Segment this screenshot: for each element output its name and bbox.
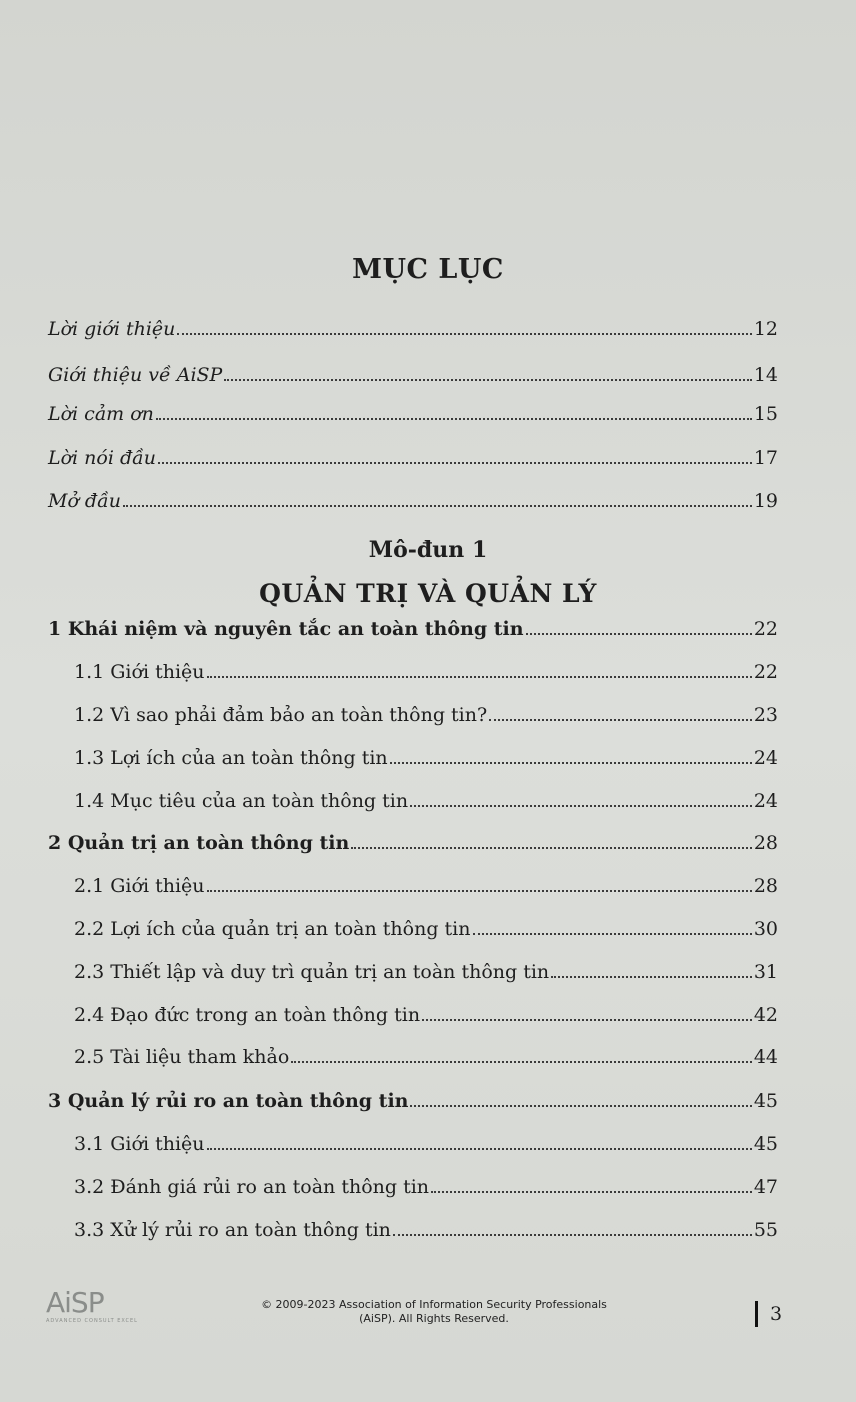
toc-entry-page: 23	[753, 704, 778, 726]
toc-entry-page: 14	[753, 364, 778, 386]
dot-leader	[410, 1105, 751, 1107]
toc-entry	[48, 403, 778, 433]
dot-leader	[291, 1061, 752, 1063]
toc-entry	[74, 704, 778, 734]
toc-entry	[74, 1004, 778, 1034]
dot-leader	[390, 762, 752, 764]
dot-leader	[393, 1234, 752, 1236]
dot-leader	[177, 333, 751, 335]
dot-leader	[207, 1148, 752, 1150]
toc-entry	[48, 832, 778, 862]
toc-entry	[48, 490, 778, 520]
toc-entry-page: 24	[753, 747, 778, 769]
copyright-notice	[214, 1298, 654, 1326]
dot-leader	[431, 1191, 752, 1193]
toc-entry-label: 1.3 Lợi ích của an toàn thông tin	[74, 747, 388, 769]
toc-entry-page: 12	[753, 318, 778, 340]
dot-leader	[158, 462, 752, 464]
dot-leader	[207, 676, 752, 678]
toc-entry-page: 19	[753, 490, 778, 512]
toc-entry-label: 3.3 Xử lý rủi ro an toàn thông tin	[74, 1219, 391, 1241]
toc-entry	[74, 790, 778, 820]
toc-entry-page: 28	[753, 832, 778, 854]
dot-leader	[489, 719, 752, 721]
toc-entry	[74, 1046, 778, 1076]
toc-entry	[48, 318, 778, 348]
dot-leader	[526, 633, 752, 635]
toc-entry-page: 47	[753, 1176, 778, 1198]
toc-entry-label: 3.1 Giới thiệu	[74, 1133, 205, 1155]
toc-entry-label: 2.5 Tài liệu tham khảo	[74, 1046, 290, 1068]
toc-entry	[48, 1090, 778, 1120]
page-number-bar	[755, 1301, 758, 1327]
toc-entry	[74, 1133, 778, 1163]
toc-entry-label: Lời cảm ơn	[48, 403, 154, 425]
toc-entry-label: 2.4 Đạo đức trong an toàn thông tin	[74, 1004, 421, 1026]
toc-entry-page: 45	[753, 1133, 778, 1155]
toc-entry-label: Mở đầu	[48, 490, 121, 512]
toc-entry	[74, 875, 778, 905]
toc-entry-page: 55	[753, 1219, 778, 1241]
dot-leader	[351, 847, 752, 849]
logo-subtext: ADVANCED CONSULT EXCEL	[46, 1318, 138, 1324]
toc-entry-page: 24	[753, 790, 778, 812]
dot-leader	[156, 418, 752, 420]
toc-entry	[48, 364, 778, 394]
toc-entry-page: 28	[753, 875, 778, 897]
toc-entry	[48, 618, 778, 648]
toc-entry-label: Lời nói đầu	[48, 447, 157, 469]
toc-entry-page: 15	[753, 403, 778, 425]
toc-entry-page: 31	[753, 961, 778, 983]
toc-entry-page: 22	[753, 661, 778, 683]
toc-entry-page: 22	[753, 618, 778, 640]
module-label: Mô-đun 1	[368, 537, 488, 563]
toc-entry-label: Lời giới thiệu	[48, 318, 176, 340]
toc-entry	[74, 918, 778, 948]
toc-entry-label: 1.4 Mục tiêu của an toàn thông tin	[74, 790, 409, 812]
dot-leader	[123, 505, 752, 507]
toc-entry-label: 3.2 Đánh giá rủi ro an toàn thông tin	[74, 1176, 430, 1198]
toc-entry-page: 45	[753, 1090, 778, 1112]
toc-entry-label: 2 Quản trị an toàn thông tin	[48, 832, 350, 854]
page-number-text: 3	[770, 1303, 783, 1325]
toc-entry	[74, 747, 778, 777]
toc-entry-page: 17	[753, 447, 778, 469]
dot-leader	[422, 1019, 752, 1021]
dot-leader	[473, 933, 752, 935]
module-title: QUẢN TRỊ VÀ QUẢN LÝ	[259, 579, 597, 608]
copyright-line: © 2009-2023 Association of Information Security Professionals	[261, 1298, 607, 1311]
toc-entry-label: Giới thiệu về AiSP	[48, 364, 223, 386]
toc-entry-page: 42	[753, 1004, 778, 1026]
toc-entry	[74, 661, 778, 691]
toc-entry-page: 30	[753, 918, 778, 940]
copyright-line: (AiSP). All Rights Reserved.	[359, 1312, 509, 1325]
toc-entry-label: 3 Quản lý rủi ro an toàn thông tin	[48, 1090, 409, 1112]
toc-entry	[74, 961, 778, 991]
toc-entry-page: 44	[753, 1046, 778, 1068]
dot-leader	[551, 976, 752, 978]
page-title: MỤC LỤC	[352, 254, 504, 285]
toc-entry-label: 2.1 Giới thiệu	[74, 875, 205, 897]
aisp-logo	[46, 1286, 138, 1324]
dot-leader	[410, 805, 752, 807]
toc-entry-label: 1.1 Giới thiệu	[74, 661, 205, 683]
page-number	[755, 1300, 782, 1328]
toc-entry-label: 1 Khái niệm và nguyên tắc an toàn thông tin	[48, 618, 524, 640]
toc-entry-label: 2.3 Thiết lập và duy trì quản trị an toàn thông tin	[74, 961, 550, 983]
toc-entry	[74, 1219, 778, 1249]
toc-entry	[74, 1176, 778, 1206]
toc-entry-label: 2.2 Lợi ích của quản trị an toàn thông tin	[74, 918, 471, 940]
toc-entry-label: 1.2 Vì sao phải đảm bảo an toàn thông tin?	[74, 704, 488, 726]
toc-entry	[48, 447, 778, 477]
dot-leader	[207, 890, 752, 892]
dot-leader	[224, 379, 751, 381]
logo-text: AiSP	[46, 1286, 104, 1319]
